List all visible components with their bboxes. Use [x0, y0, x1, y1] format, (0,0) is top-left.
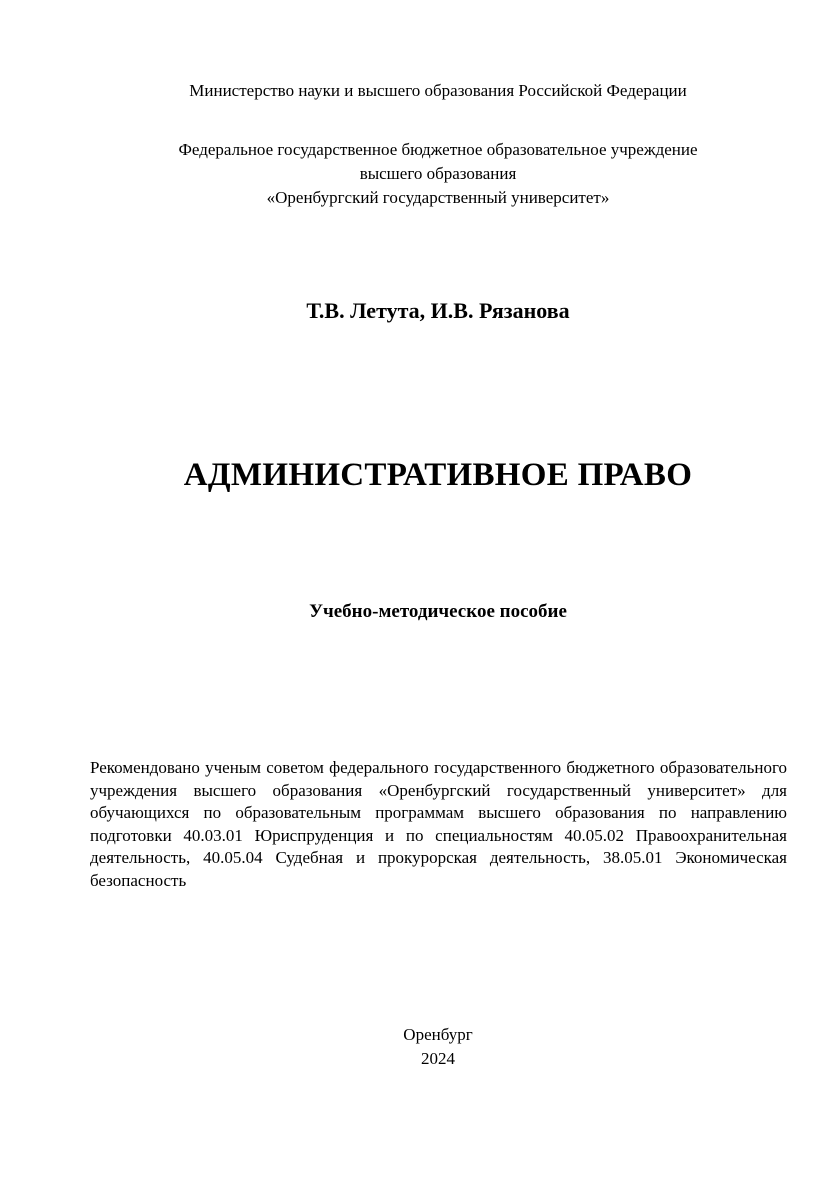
institution-block: [20, 138, 836, 210]
imprint-city: Оренбург: [403, 1025, 473, 1044]
institution-line-3: «Оренбургский государственный университет»: [266, 188, 610, 207]
institution-line-1: Федеральное государственное бюджетное образовательное учреждение: [178, 140, 698, 159]
authors: Т.В. Летута, И.В. Рязанова: [306, 298, 570, 323]
document-title: АДМИНИСТРАТИВНОЕ ПРАВО: [183, 457, 693, 493]
imprint: [20, 1023, 836, 1071]
recommendation-paragraph: Рекомендовано ученым советом федерального государственного бюджетного образовательного учреждения высшего образования «Оренбургский государственный университет» для обучающихся по образовательным программам высшего образования по направлению подготовки 40.03.01 Юриспруденция и по специальностям 40.05.02 Правоохранительная деятельность, 40.05.04 Судебная и прокурорская деятельность, 38.05.01 Экономическая безопасность: [90, 758, 787, 890]
document-subtitle: Учебно-методическое пособие: [309, 601, 567, 622]
institution-line-2: высшего образования: [359, 164, 517, 183]
ministry-line: Министерство науки и высшего образования Российской Федерации: [189, 81, 687, 100]
imprint-year: 2024: [421, 1049, 455, 1068]
